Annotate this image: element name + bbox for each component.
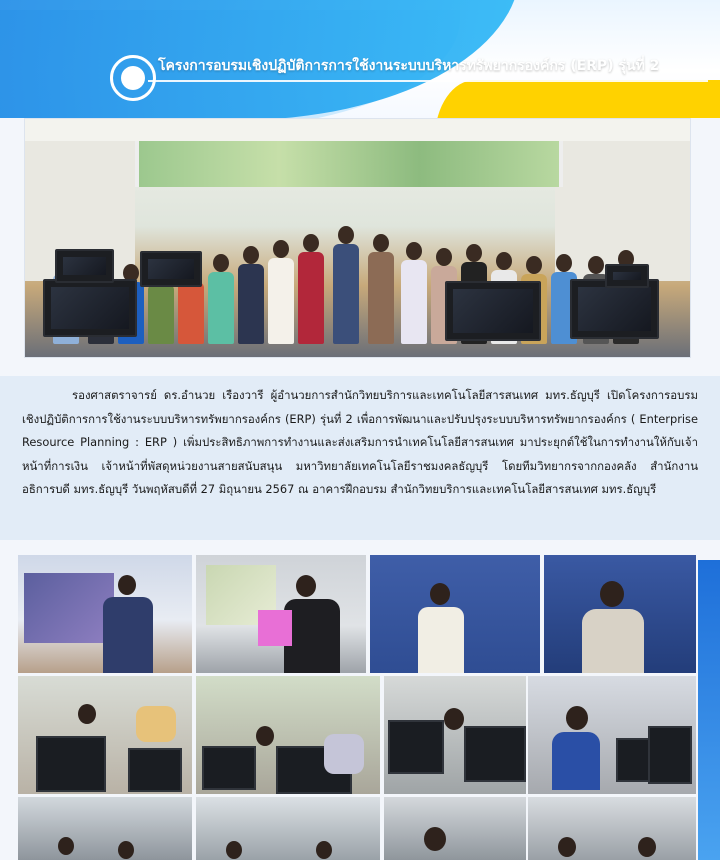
collage-photo-class-6 (196, 797, 380, 860)
right-accent-stripe (698, 560, 720, 860)
collage-photo-class-4 (528, 676, 696, 794)
collage-photo-class-2 (196, 676, 380, 794)
page-header (0, 0, 720, 118)
collage-photo-speaker-3 (370, 555, 540, 673)
collage-photo-class-3 (384, 676, 526, 794)
title-underline (148, 80, 708, 82)
photo-collage (0, 540, 720, 860)
description-paragraph: รองศาสตราจารย์ ดร.อำนวย เรืองวารี ผู้อำนวยการสำนักวิทยบริการและเทคโนโลยีสารสนเทศ มทร.ธัญบุรี เปิดโครงการอบรมเชิงปฏิบัติการการใช้งานระบบบริหารทรัพยากรองค์กร (ERP) รุ่นที่ 2 เพื่อการพัฒนาและปรับปรุงระบบบริหารทรัพยากรองค์กร ( Enterprise Resource Planning : ERP ) เพิ่มประสิทธิภาพการทำงานและส่งเสริมการนำเทคโนโลยีสารสนเทศ มาประยุกต์ใช้ในการทำงานให้กับเจ้าหน้าที่การเงิน เจ้าหน้าที่พัสดุหน่วยงานสายสนับสนุน มหาวิทยาลัยเทคโนโลยีราชมงคลธัญบุรี โดยทีมวิทยากรจากกองคลัง สำนักงานอธิการบดี มทร.ธัญบุรี วันพฤหัสบดีที่ 27 มิถุนายน 2567 ณ อาคารฝึกอบรม สำนักวิทยบริการและเทคโนโลยีสารสนเทศ มทร.ธัญบุรี (22, 388, 698, 497)
collage-photo-class-7 (384, 797, 526, 860)
page-title: โครงการอบรมเชิงปฏิบัติการการใช้งานระบบบริหารทรัพยากรองค์กร (ERP) รุ่นที่ 2 (158, 58, 660, 74)
collage-photo-speaker-2 (196, 555, 366, 673)
collage-photo-speaker-1 (18, 555, 192, 673)
collage-photo-class-1 (18, 676, 192, 794)
collage-photo-class-5 (18, 797, 192, 860)
description-panel (0, 376, 720, 540)
header-yellow-accent (435, 80, 720, 118)
collage-photo-class-8 (528, 797, 696, 860)
collage-photo-speaker-4 (544, 555, 696, 673)
circle-logo-icon (110, 55, 156, 101)
group-photo (24, 118, 691, 358)
